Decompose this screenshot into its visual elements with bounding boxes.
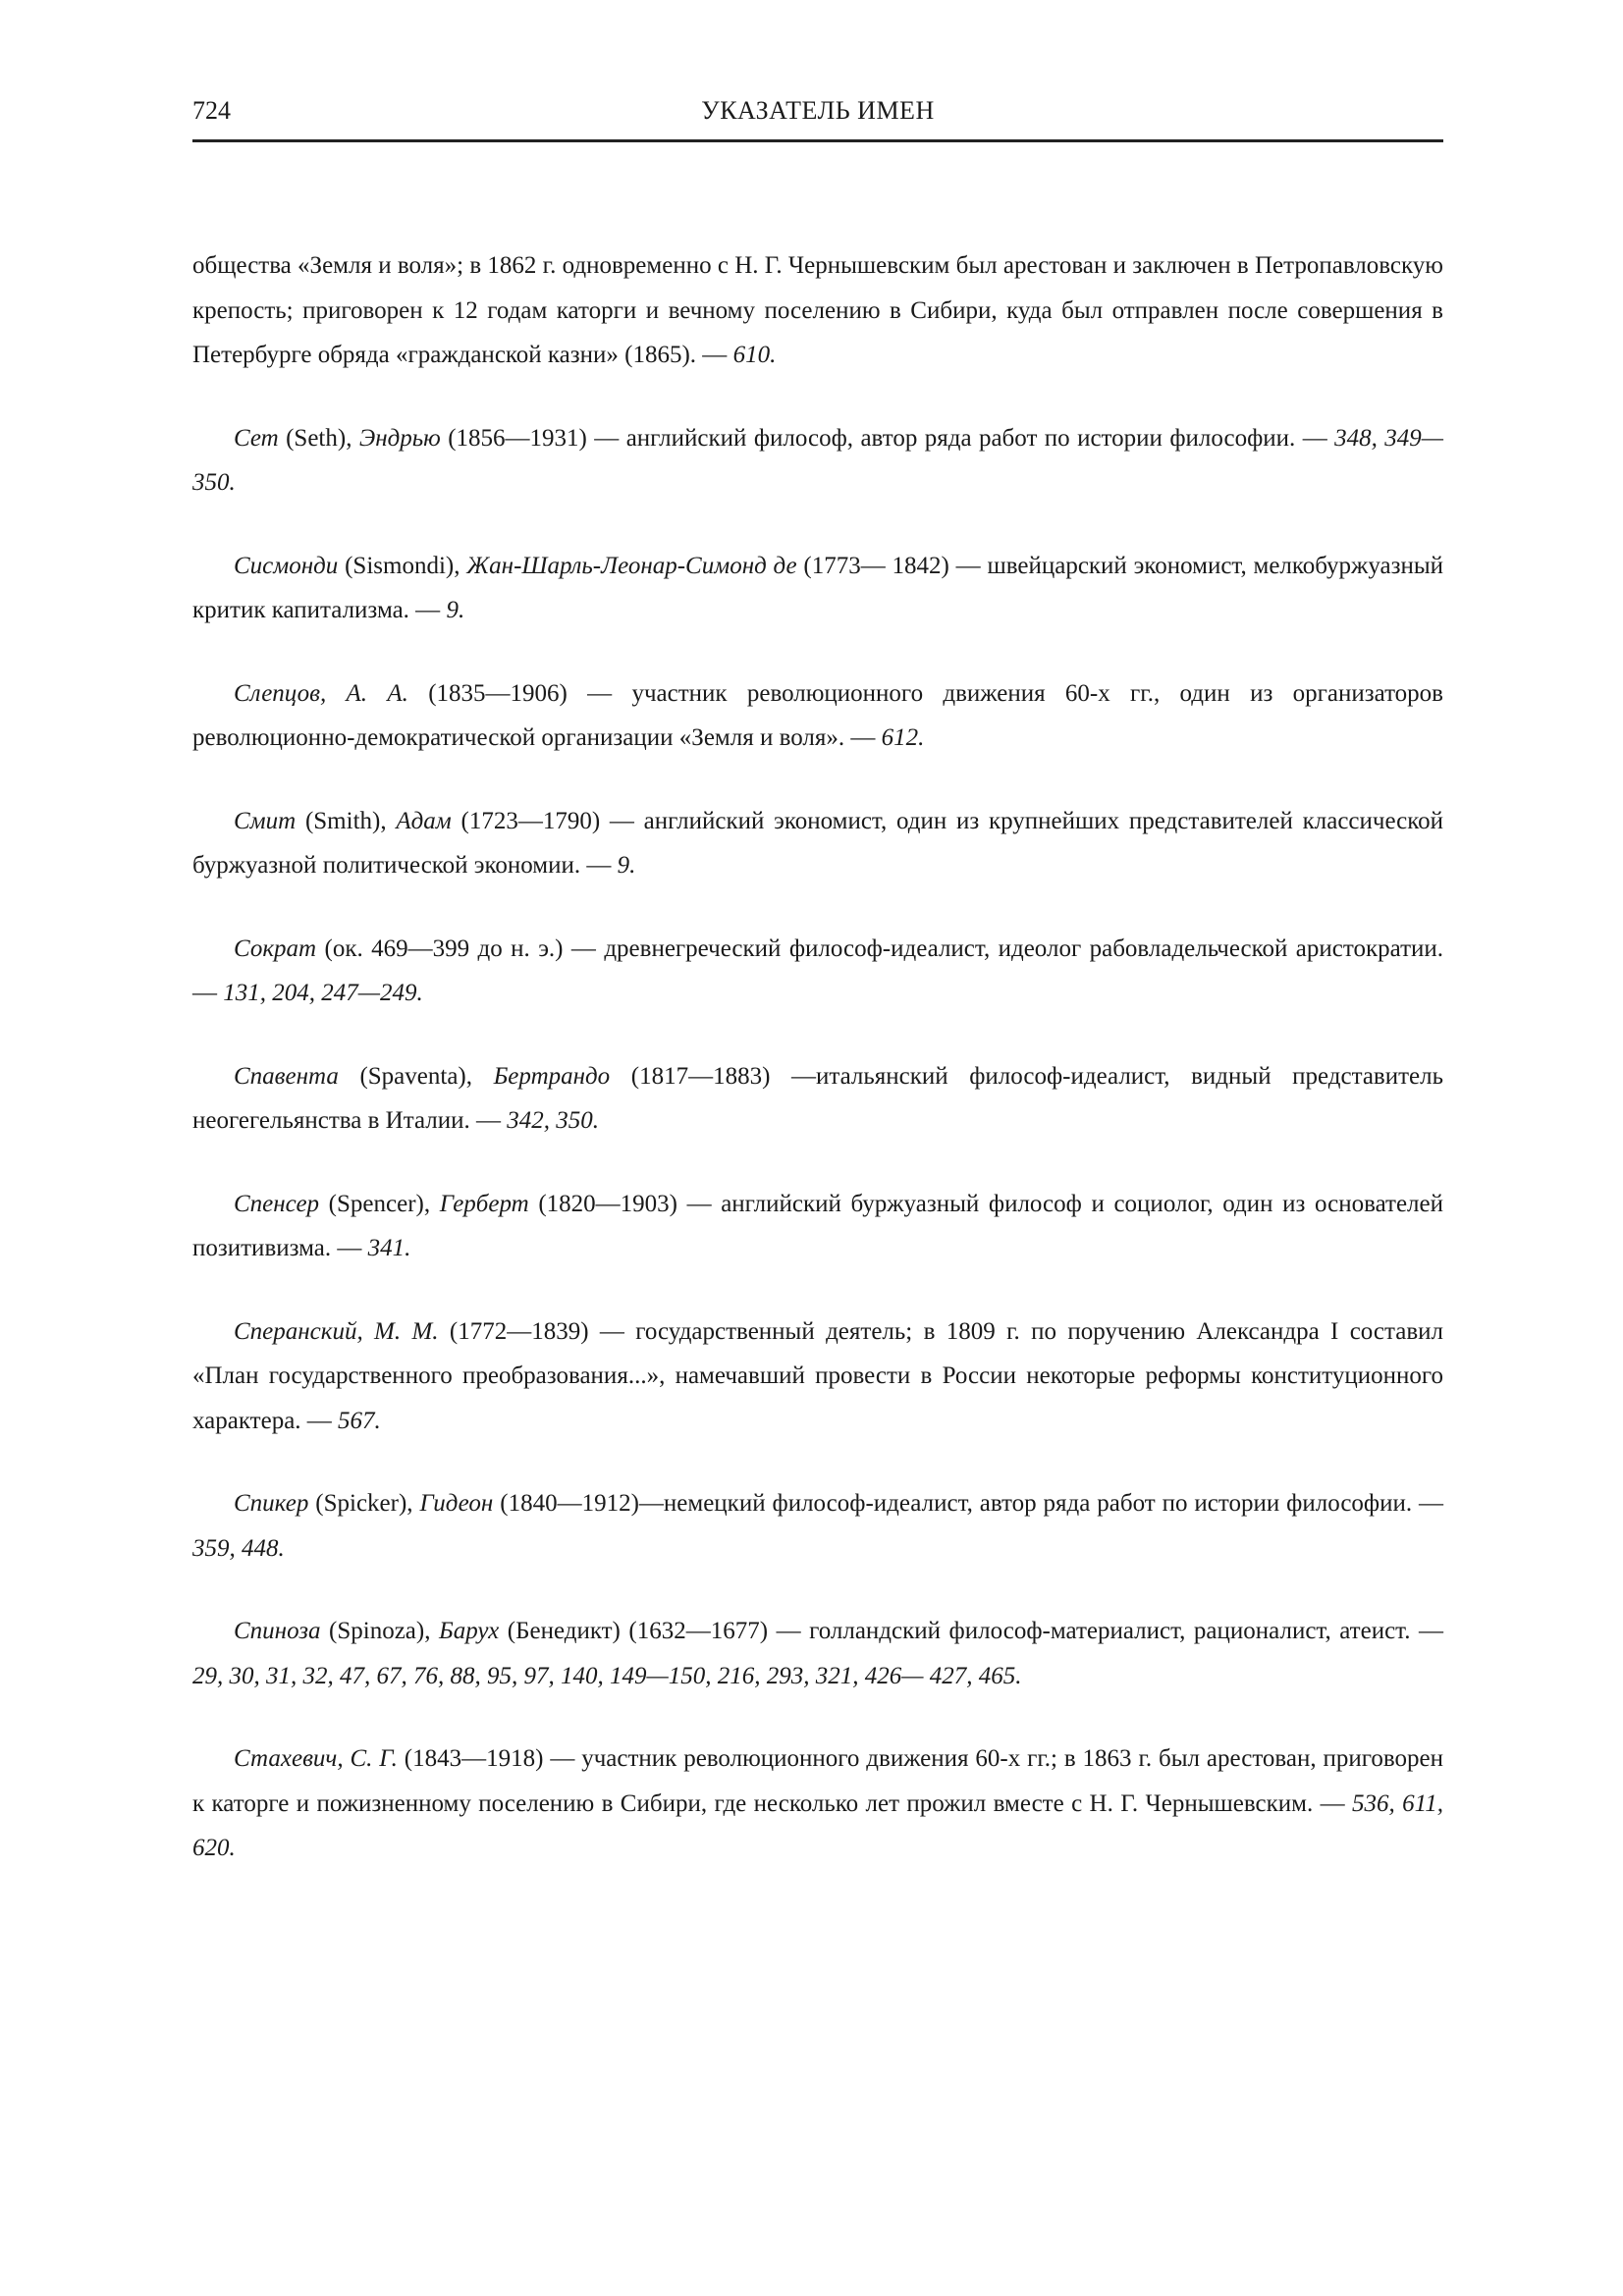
entry-pages: 348, 349—350. — [192, 424, 1444, 496]
index-entry-continuation — [192, 243, 1443, 378]
entry-given: Гидеон — [419, 1490, 494, 1517]
entry-pages: 131, 204, 247—249. — [223, 980, 423, 1006]
entry-latin: (Smith), — [304, 807, 387, 834]
entry-pages: 341. — [367, 1235, 411, 1261]
index-entries — [192, 243, 1443, 1909]
index-entry — [192, 544, 1443, 633]
entry-latin: (Spinoza), — [329, 1618, 431, 1644]
entry-name: Спиноза — [234, 1618, 321, 1644]
entry-given: Жан-Шарль-Леонар-Симонд де — [466, 552, 797, 579]
entry-name: Сократ — [234, 934, 317, 962]
index-entry — [192, 799, 1443, 888]
entry-latin: (Sismondi), — [345, 552, 460, 579]
entry-latin: (Spaventa), — [359, 1062, 472, 1090]
entry-text: (1820—1903) — английский буржуазный философ и социолог, один из основателей позитивизма. — — [192, 1190, 1444, 1261]
entry-text: (1835—1906) — участник революционного движения 60-х гг., один из организаторов революционно-демократической организации «Земля и воля». — — [192, 679, 1443, 751]
entry-pages: 9. — [617, 852, 636, 879]
index-entry — [192, 1481, 1443, 1571]
running-title: УКАЗАТЕЛЬ ИМЕН — [701, 96, 935, 125]
entry-given: Герберт — [439, 1190, 529, 1217]
entry-name: Смит — [234, 807, 297, 834]
entry-given: Барух — [439, 1618, 500, 1644]
entry-latin: (Spencer), — [328, 1190, 431, 1217]
running-header — [192, 92, 1443, 142]
entry-name: Спавента — [234, 1062, 339, 1090]
entry-pages: 342, 350. — [507, 1107, 600, 1134]
entry-text: (ок. 469—399 до н. э.) — древнегреческий философ-идеалист, идеолог рабовладельческой аристократии. — — [192, 934, 1443, 1006]
index-entry — [192, 1182, 1443, 1271]
entry-pages: 359, 448. — [192, 1534, 285, 1562]
entry-pages: 29, 30, 31, 32, 47, 67, 76, 88, 95, 97, 140, 149—150, 216, 293, 321, 426— 427, 465. — [192, 1662, 1022, 1689]
entry-name: Спикер — [234, 1490, 309, 1517]
entry-pages: 536, 611, 620. — [192, 1789, 1444, 1861]
entry-given: Бертрандо — [493, 1062, 611, 1090]
entry-text: (1772—1839) — государственный деятель; в 1809 г. по поручению Александра I составил «План государственного преобразования...», намечавший провести в России некоторые реформы конституционного характера. — — [192, 1317, 1443, 1434]
entry-name: Стахевич, С. Г. — [234, 1745, 398, 1772]
entry-text: (1773— 1842) — швейцарский экономист, мелкобуржуазный критик капитализма. — — [192, 552, 1444, 623]
index-entry — [192, 416, 1443, 506]
entry-text: (1856—1931) — английский философ, автор ряда работ по истории философии. — — [448, 424, 1327, 452]
index-entry — [192, 1609, 1443, 1698]
index-entry — [192, 671, 1443, 761]
index-entry — [192, 1736, 1443, 1871]
index-entry — [192, 1054, 1443, 1144]
entry-name: Сисмонди — [234, 552, 339, 579]
entry-text: (1840—1912)—немецкий философ-идеалист, автор ряда работ по истории философии. — — [500, 1490, 1444, 1517]
entry-text: (1817—1883) —итальянский философ-идеалист, видный представитель неогегельянства в Италии. — — [192, 1062, 1444, 1134]
entry-name: Слепцов, А. А. — [234, 679, 408, 707]
entry-latin: (Seth), — [286, 424, 352, 452]
entry-pages: 612. — [881, 724, 925, 751]
entry-latin: (Spicker), — [315, 1490, 413, 1517]
entry-text: (1843—1918) — участник революционного движения 60-х гг.; в 1863 г. был арестован, приговорен к каторге и пожизненному поселению в Сибири, где несколько лет прожил вместе с Н. Г. Чернышевским. — — [192, 1745, 1443, 1817]
entry-name: Сет — [234, 424, 279, 452]
page-number: 724 — [192, 96, 231, 125]
entry-text: общества «Земля и воля»; в 1862 г. одновременно с Н. Г. Чернышевским был арестован и заключен в Петропавловскую крепость; приговорен к 12 годам каторги и вечному поселению в Сибири, куда был отправлен после совершения в Петербурге обряда «гражданской казни» (1865). — — [192, 252, 1443, 368]
entry-text: (Бенедикт) (1632—1677) — голландский философ-материалист, рационалист, атеист. — — [507, 1618, 1443, 1644]
entry-given: Адам — [396, 807, 452, 834]
entry-name: Спенсер — [234, 1190, 320, 1217]
entry-pages: 567. — [338, 1407, 381, 1434]
entry-name: Сперанский, М. М. — [234, 1317, 439, 1345]
index-entry — [192, 1309, 1443, 1444]
index-entry — [192, 927, 1443, 1016]
entry-pages: 9. — [446, 597, 465, 623]
entry-given: Эндрью — [358, 424, 441, 452]
entry-pages: 610. — [732, 342, 777, 368]
entry-text: (1723—1790) — английский экономист, один из крупнейших представителей классической буржуазной политической экономии. — — [192, 807, 1444, 879]
